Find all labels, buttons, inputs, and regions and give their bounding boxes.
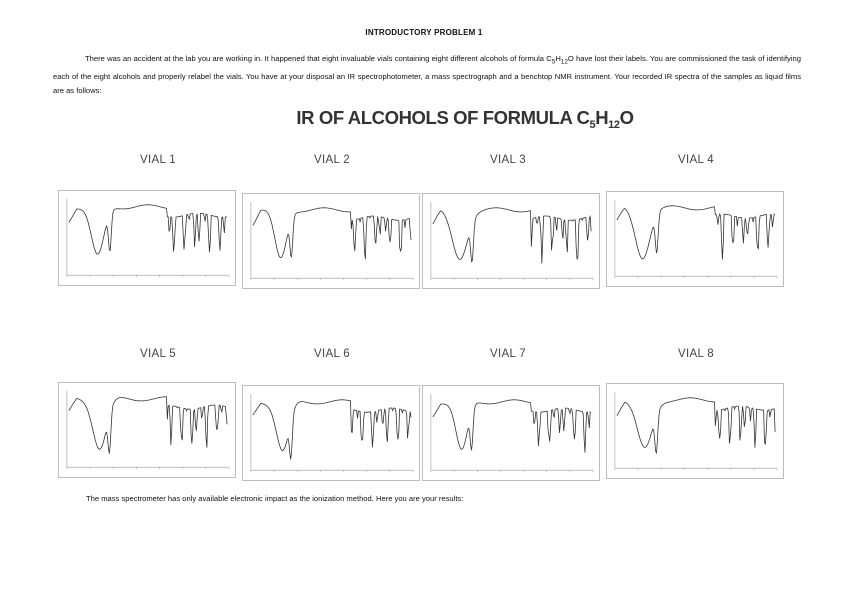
spectrum-trace (617, 398, 775, 454)
spectrum-trace (433, 208, 591, 264)
vial-2-label: VIAL 2 (314, 154, 350, 166)
ir-spectrum-vial-5 (58, 382, 236, 478)
spectrum-axes (67, 391, 229, 467)
vial-1-label: VIAL 1 (140, 154, 176, 166)
ir-spectrum-vial-7 (422, 385, 600, 481)
vial-4-label: VIAL 4 (678, 154, 714, 166)
vial-5-label: VIAL 5 (140, 348, 176, 360)
spectrum-axes (615, 392, 777, 468)
spectrum-trace (69, 397, 227, 454)
ir-spectrum-vial-6 (242, 385, 420, 481)
ir-spectrum-vial-4 (606, 191, 784, 287)
spectrum-trace (433, 400, 591, 453)
vial-8-label: VIAL 8 (678, 348, 714, 360)
ir-spectrum-vial-1 (58, 190, 236, 286)
spectrum-axes (615, 200, 777, 276)
ir-spectrum-vial-2 (242, 193, 420, 289)
spectrum-trace (253, 400, 411, 460)
spectrum-axes (431, 394, 593, 470)
spectrum-axes (431, 202, 593, 278)
vial-3-label: VIAL 3 (490, 154, 526, 166)
spectrum-trace (253, 208, 411, 259)
figure-title: IR OF ALCOHOLS OF FORMULA $C_5H_{12}O$ (296, 107, 634, 131)
intro-paragraph: There was an accident at the lab you are working in. It happened that eight invaluable vials containing eight different alcohols of formula $C_5H_{12}O$ have lost their labels. You are commissioned the task of identifying each of the eight alcohols and properly relabel the vials. You have at your disposal an IR spectrophotometer, a mass spectrograph and a benchtop NMR instrument. Your recorded IR spectra of the samples as liquid films are as follows: (53, 54, 801, 95)
spectrum-trace (617, 206, 775, 260)
page-heading: INTRODUCTORY PROBLEM 1 (365, 28, 483, 37)
ir-spectrum-vial-8 (606, 383, 784, 479)
ir-spectrum-vial-3 (422, 193, 600, 289)
spectrum-axes (251, 394, 413, 470)
mass-spec-text: The mass spectrometer has only available electronic impact as the ionization method. Here you are your results: (86, 494, 464, 503)
vial-7-label: VIAL 7 (490, 348, 526, 360)
spectrum-trace (69, 205, 227, 254)
vial-6-label: VIAL 6 (314, 348, 350, 360)
